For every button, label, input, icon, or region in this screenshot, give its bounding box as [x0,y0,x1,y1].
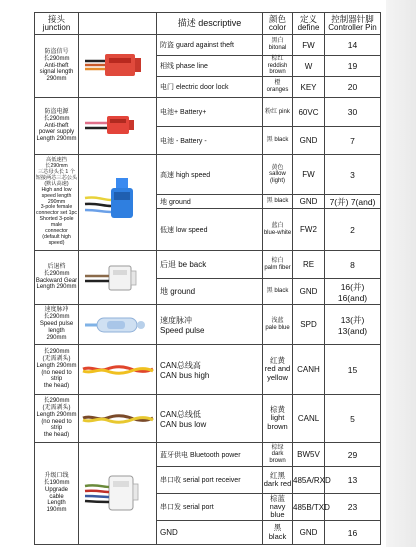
clear-bullet-connector-icon [79,305,157,345]
header-image-spacer [79,13,157,35]
table-row: 防盗电源 长290mm Anti-theft power supply Length 290mm 电池+ Battery+ 粉红 pink 60VC 30 [35,98,381,127]
table-row: 电门 electric door lock 橙 oranges KEY 20 [35,77,381,98]
table-row: 地 ground 黑 black GND 16(并) 16(and) [35,279,381,305]
red-yellow-twisted-wire-icon [79,345,157,395]
table-row: GND 黑 black GND 16 [35,521,381,545]
table-row: 高低速挡 长290mm 三芯母头长 1 个 短接两芯三芯公头 (默认高速) High and low speed length 290mm 3-pole female connector set 1pc Shorted 3-pole male connector (default high speed) 高速 high speed 黄色 sallow (light) FW 3 [35,155,381,195]
page-edge [386,0,416,547]
table-row: 后退档 长290mm Backward Gear Length 290mm 后退 be back 棕白 palm fiber RE 8 [35,251,381,279]
table-row: 相线 phase line 棕红 reddish brown W 19 [35,56,381,77]
junction-cell: 升级口线 长190mm Upgrade cable Length 190mm [35,443,79,545]
brown-yellow-twisted-wire-icon [79,395,157,443]
table-row: 长290mm (无需剥头) Length 290mm (no need to strip the head) CAN总线低 CAN bus low 棕黄 light brown CANL 5 [35,395,381,443]
table-row: 长290mm (无需剥头) Length 290mm (no need to strip the head) CAN总线高 CAN bus high 红黄 red and yellow CANH 15 [35,345,381,395]
white-4pin-connector-icon [79,443,157,545]
header-row [35,13,381,35]
junction-cell: 防盗电源 长290mm Anti-theft power supply Length 290mm [35,98,79,155]
header-controller-pin: 控制器针脚 Controller Pin [325,13,381,35]
red-3pin-connector-icon [79,35,157,98]
table-row: 地 ground 黑 black GND 7(并) 7(and) [35,195,381,209]
header-define: 定义 define [293,13,325,35]
table-row: 串口收 serial port receiver 红黑 dark red 485A/RXD 13 [35,467,381,494]
table-row: 防盗信号 长290mm Anti-theft signal length 290mm 防盗 guard against theft 黑白 bitonal FW 14 [35,35,381,56]
table-row: 电池 - Battery - 黑 black GND 7 [35,127,381,155]
junction-cell: 后退档 长290mm Backward Gear Length 290mm [35,251,79,305]
blue-3pin-connector-icon [79,155,157,251]
junction-cell: 长290mm (无需剥头) Length 290mm (no need to strip the head) [35,345,79,395]
header-color: 颜色 color [263,13,293,35]
red-2pin-connector-icon [79,98,157,155]
white-2pin-connector-icon [79,251,157,305]
table-row: 低速 low speed 蓝白 blue-white FW2 2 [35,209,381,251]
table-row: 速度脉冲 长290mm Speed pulse length 290mm 速度脉冲 Speed pulse 浅蓝 pale blue SPD 13(并) 13(and) [35,305,381,345]
pinout-table [34,12,381,545]
table-row: 升级口线 长190mm Upgrade cable Length 190mm 蓝牙供电 Bluetooth power 棕绿 dark brown BW5V 29 [35,443,381,467]
junction-cell: 长290mm (无需剥头) Length 290mm (no need to strip the head) [35,395,79,443]
header-junction: 接头 junction [35,13,79,35]
junction-cell: 高低速挡 长290mm 三芯母头长 1 个 短接两芯三芯公头 (默认高速) High and low speed length 290mm 3-pole female connector set 1pc Shorted 3-pole male connector (default high speed) [35,155,79,251]
header-descriptive: 描述 descriptive [157,13,263,35]
junction-cell: 防盗信号 长290mm Anti-theft signal length 290mm [35,35,79,98]
junction-cell: 速度脉冲 长290mm Speed pulse length 290mm [35,305,79,345]
table-row: 串口发 serial port 棕蓝 navy blue 485B/TXD 23 [35,494,381,521]
